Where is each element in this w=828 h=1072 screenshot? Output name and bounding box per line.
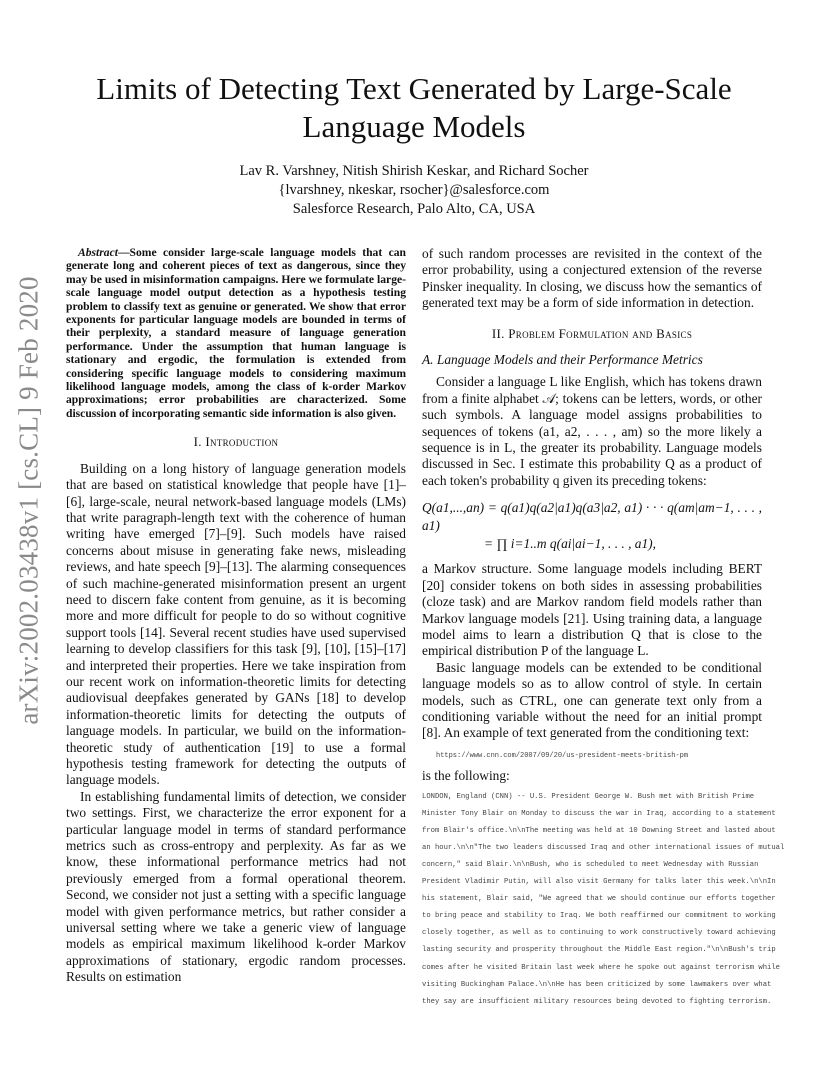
sample-line: comes after he visited Britain last week where he spoke out against terrorism while (422, 963, 780, 972)
equation-line-1: Q(a1,...,an) = q(a1)q(a2|a1)q(a3|a2, a1) · · · q(am|am−1, . . . , a1) (422, 500, 762, 534)
sample-line: to bring peace and stability to Iraq. We both reaffirmed our commitment to working (422, 912, 776, 921)
author-emails: {lvarshney, nkeskar, rsocher}@salesforce.com (278, 182, 550, 198)
sample-line: LONDON, England (CNN) -- U.S. President George W. Bush met with British Prime (422, 792, 755, 801)
subsection-heading-language-models: A. Language Models and their Performance Metrics (422, 352, 703, 368)
right-column (422, 246, 785, 1011)
sample-line: concern," said Blair.\n\nBush, who is scheduled to meet Wednesday with Russian (422, 860, 759, 869)
author-block (100, 162, 728, 219)
arxiv-id: arXiv:2002.03438v1 [cs.CL] 9 Feb 2020 (13, 275, 44, 725)
sample-line: they say are insufficient military resources being devoted to fighting terrorism. (422, 997, 772, 1006)
section-heading-problem-formulation: II. Problem Formulation and Basics (491, 325, 693, 341)
left-column (66, 246, 406, 986)
sample-line: President Vladimir Putin, will also visit Germany for talks later this week.\n\nIn (422, 878, 776, 887)
lm-paragraph-4: is the following: (422, 768, 510, 784)
sample-line: his statement, Blair said, "We agreed that we should continue our efforts together (422, 895, 776, 904)
abstract-label: Abstract (78, 246, 118, 259)
sample-line: closely together, as well as to continuing to work constructively toward achieving (422, 929, 776, 938)
intro-paragraph-2: In establishing fundamental limits of detection, we consider two settings. First, we characterize the error exponent for a particular language model in terms of standard performance metrics such as cross-entropy and perplexity. As far as we know, these informational performance metrics had not previously emerged from a formal operational theorem. Second, we consider not just a setting with a specific language model with given performance metrics, but rather consider a universal setting where we take a generic view of language models as empirical maximum likelihood k-order Markov approximations of stationary, ergodic random processes. Results on estimation (66, 788, 406, 985)
lm-paragraph-1: Consider a language L like English, which has tokens drawn from a finite alphabet 𝒜; tokens can be letters, words, or other such symbols. A language model assigns probabilities to sequences of tokens (a1, a2, . . . , am) so the more likely a sequence is in L, the greater its probability. Language models discussed in Sec. I estimate this probability Q as a product of each token's probability q given its preceding tokens: (422, 374, 762, 488)
intro-paragraph-1: Building on a long history of language generation models that are based on statistical knowledge that people have [1]–[6], large-scale, neural network-based language models (LMs) that write paragraph-length text with the coherence of human writing have emerged [7]–[9]. Such models have raised concerns about misuse in generating fake news, misleading reviews, and hate speech [9]–[13]. The alarming consequences of such machine-generated misinformation present an urgent need to discern fake content from genuine, as it is becoming more and more difficult for people to do so without cognitive support tools [14]. Several recent studies have used supervised learning to develop classifiers for this task [9], [10], [15]–[17] and interpreted their properties. Here we take inspiration from our recent work on information-theoretic limits for detecting audiovisual deepfakes generated by GANs [18] to develop information-theoretic limits for detecting the outputs of language models. In particular, we build on the information-theoretic study of authentication [19] to use a formal hypothesis testing framework for detecting the outputs of language models. (66, 460, 406, 788)
lm-paragraph-3: Basic language models can be extended to be conditional language models so as to allow control of style. In certain models, such as CTRL, one can generate text only from a conditioning variable without the need for an initial prompt [8]. An example of text generated from the conditioning text: (422, 659, 762, 741)
probability-equation (422, 499, 762, 553)
sample-line: from Blair's office.\n\nThe meeting was held at 10 Downing Street and lasted about (422, 826, 776, 835)
equation-line-2: = ∏ i=1..m q(ai|ai−1, . . . , a1), (484, 536, 656, 552)
abstract (66, 246, 406, 420)
section-heading-introduction: I. Introduction (193, 434, 279, 450)
sample-line: lasting security and prosperity throughout the Middle East region."\n\nBush's trip (422, 946, 776, 955)
lm-paragraph-2: a Markov structure. Some language models including BERT [20] consider tokens on both sides in assessing probabilities (cloze task) and are Markov random field models rather than Markov language models [21]. Using training data, a language model aims to learn a distribution Q that is close to the empirical distribution P of the language L. (422, 561, 762, 659)
sample-line: an hour.\n\n"The two leaders discussed Iraq and other international issues of mutual (422, 843, 785, 852)
conditioning-url: https://www.cnn.com/2007/09/20/us-president-meets-british-pm (436, 751, 689, 760)
sample-line: Minister Tony Blair on Monday to discuss the war in Iraq, according to a statement (422, 809, 776, 818)
sample-line: visiting Buckingham Palace.\n\nHe has been criticized by some lawmakers over what (422, 980, 772, 989)
paper-title: Limits of Detecting Text Generated by Large-Scale Language Models (96, 71, 732, 144)
generated-text-sample (422, 789, 785, 1011)
author-names: Lav R. Varshney, Nitish Shirish Keskar, and Richard Socher (239, 163, 589, 179)
abstract-text: —Some consider large-scale language models that can generate long and coherent pieces of text as dangerous, since they may be used in misinformation campaigns. Here we formulate large-scale language model output detection as a hypothesis testing problem to classify text as genuine or generated. We show that error exponents for particular language models are bounded in terms of their perplexity, a standard measure of language generation performance. Under the assumption that human language is stationary and ergodic, the formulation is extended from considering specific language models to considering maximum likelihood language models, among the class of k-order Markov approximations; error probabilities are characterized. Some discussion of incorporating semantic side information is also given. (66, 246, 406, 420)
author-affiliation: Salesforce Research, Palo Alto, CA, USA (292, 201, 536, 217)
continued-paragraph: of such random processes are revisited in the context of the error probability, using a conjectured extension of the reverse Pinsker inequality. In closing, we discuss how the semantics of generated text may be a form of side information in detection. (422, 246, 762, 311)
arxiv-stamp (4, 250, 54, 750)
